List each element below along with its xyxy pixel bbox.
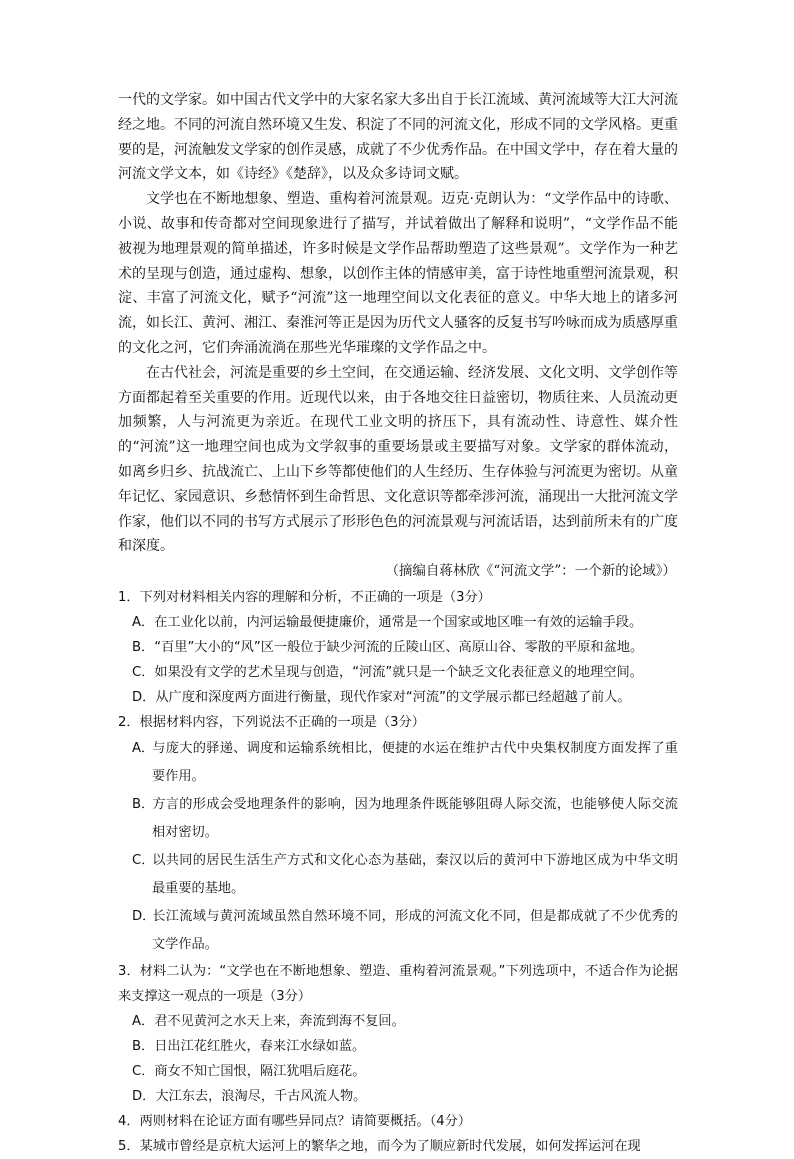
option-text: 与庞大的驿递、调度和运输系统相比，便捷的水运在维护古代中央集权制度方面发挥了重要作用。 bbox=[152, 741, 678, 785]
option-text: 方言的形成会受地理条件的影响，因为地理条件既能够阻碍人际交流，也能够使人际交流相对密切。 bbox=[152, 797, 678, 841]
option-label: D． bbox=[132, 690, 156, 706]
option-text: 长江流域与黄河流域虽然自然环境不同，形成的河流文化不同，但是都成就了不少优秀的文学作品。 bbox=[152, 909, 678, 953]
option-c[interactable] bbox=[132, 847, 678, 903]
option-label: A． bbox=[132, 741, 155, 757]
option-d[interactable] bbox=[132, 903, 678, 959]
option-label: D． bbox=[132, 1089, 156, 1105]
option-c[interactable] bbox=[132, 660, 678, 685]
option-text: 大江东去，浪淘尽，千古风流人物。 bbox=[155, 1089, 367, 1105]
option-c[interactable] bbox=[132, 1059, 678, 1084]
question-stem: 1．下列对材料相关内容的理解和分析，不正确的一项是（3分） bbox=[118, 590, 491, 606]
option-label: A． bbox=[132, 1014, 155, 1030]
question-stem: 3．材料二认为：“文学也在不断地想象、塑造、重构着河流景观。”下列选项中，不适合作为论据来支撑这一观点的一项是（3分） bbox=[118, 964, 678, 1005]
option-b[interactable] bbox=[132, 635, 678, 660]
question-stem: 2．根据材料内容，下列说法不正确的一项是（3分） bbox=[118, 715, 425, 731]
option-text: “百里”大小的“风”区一般位于缺少河流的丘陵山区、高原山谷、零散的平原和盆地。 bbox=[154, 640, 644, 656]
option-label: D． bbox=[132, 909, 156, 925]
option-a[interactable] bbox=[132, 735, 678, 791]
option-b[interactable] bbox=[132, 1034, 678, 1059]
option-text: 在工业化以前，内河运输最便捷廉价，通常是一个国家或地区唯一有效的运输手段。 bbox=[154, 615, 643, 631]
question-3 bbox=[118, 959, 678, 1109]
passage-paragraph: 一代的文学家。如中国古代文学中的大家名家大多出自于长江流域、黄河流域等大江大河流经之地。不同的河流自然环境又生发、积淀了不同的河流文化，形成不同的文学风格。更重要的是，河流触发文学家的创作灵感，成就了不少优秀作品。在中国文学中，存在着大量的河流文学文本，如《诗经》《楚辞》，以及众多诗词文赋。 bbox=[118, 92, 678, 183]
passage-source: （摘编自蒋林欣《“河流文学”：一个新的论域》） bbox=[385, 563, 676, 580]
option-label: B． bbox=[132, 797, 155, 813]
passage-paragraph: 文学也在不断地想象、塑造、重构着河流景观。迈克·克朗认为：“文学作品中的诗歌、小说、故事和传奇都对空间现象进行了描写，并试着做出了解释和说明”，“文学作品不能被视为地理景观的简单描述，许多时候是文学作品帮助塑造了这些景观”。文学作为一种艺术的呈现与创造，通过虚构、想象，以创作主体的情感审美，富于诗性地重塑河流景观，积淀、丰富了河流文化，赋予“河流”这一地理空间以文化表征的意义。中华大地上的诸多河流，如长江、黄河、湘江、秦淮河等正是因为历代文人骚客的反复书写吟咏而成为质感厚重的文化之河，它们奔涌流淌在那些光华璀璨的文学作品之中。 bbox=[118, 191, 678, 356]
question-2 bbox=[118, 710, 678, 959]
option-label: C． bbox=[132, 665, 155, 681]
option-text: 以共同的居民生活生产方式和文化心态为基础，秦汉以后的黄河中下游地区成为中华文明最重要的基地。 bbox=[152, 853, 678, 897]
option-d[interactable] bbox=[132, 685, 678, 710]
option-text: 商女不知亡国恨，隔江犹唱后庭花。 bbox=[154, 1064, 366, 1080]
option-text: 如果没有文学的艺术呈现与创造，“河流”就只是一个缺乏文化表征意义的地理空间。 bbox=[154, 665, 643, 681]
option-label: C． bbox=[132, 1064, 155, 1080]
exam-page bbox=[118, 88, 678, 1159]
option-a[interactable] bbox=[132, 1009, 678, 1034]
question-stem: 5．某城市曾经是京杭大运河上的繁华之地，而今为了顺应新时代发展，如何发挥运河在现 bbox=[118, 1139, 641, 1155]
option-label: B． bbox=[132, 1039, 155, 1055]
option-text: 从广度和深度两方面进行衡量，现代作家对“河流”的文学展示都已经超越了前人。 bbox=[155, 690, 631, 706]
option-b[interactable] bbox=[132, 791, 678, 847]
option-label: B． bbox=[132, 640, 155, 656]
option-label: C． bbox=[132, 853, 155, 869]
option-d[interactable] bbox=[132, 1084, 678, 1109]
question-1 bbox=[118, 585, 678, 710]
option-text: 日出江花红胜火，春来江水绿如蓝。 bbox=[154, 1039, 366, 1055]
option-label: A． bbox=[132, 615, 155, 631]
question-stem: 4．两则材料在论证方面有哪些异同点？请简要概括。（4分） bbox=[118, 1114, 472, 1130]
question-5 bbox=[118, 1134, 678, 1159]
option-a[interactable] bbox=[132, 610, 678, 635]
passage-paragraph: 在古代社会，河流是重要的乡土空间，在交通运输、经济发展、文化文明、文学创作等方面都起着至关重要的作用。近现代以来，由于各地交往日益密切，物质往来、人员流动更加频繁，人与河流更为亲近。在现代工业文明的挤压下，具有流动性、诗意性、媒介性的“河流”这一地理空间也成为文学叙事的重要场景或主要描写对象。文学家的群体流动，如离乡归乡、抗战流亡、上山下乡等都使他们的人生经历、生存体验与河流更为密切。从童年记忆、家园意识、乡愁情怀到生命哲思、文化意识等都牵涉河流，涌现出一大批河流文学作家，他们以不同的书写方式展示了形形色色的河流景观与河流话语，达到前所未有的广度和深度。 bbox=[118, 364, 678, 555]
option-text: 君不见黄河之水天上来，奔流到海不复回。 bbox=[154, 1014, 405, 1030]
